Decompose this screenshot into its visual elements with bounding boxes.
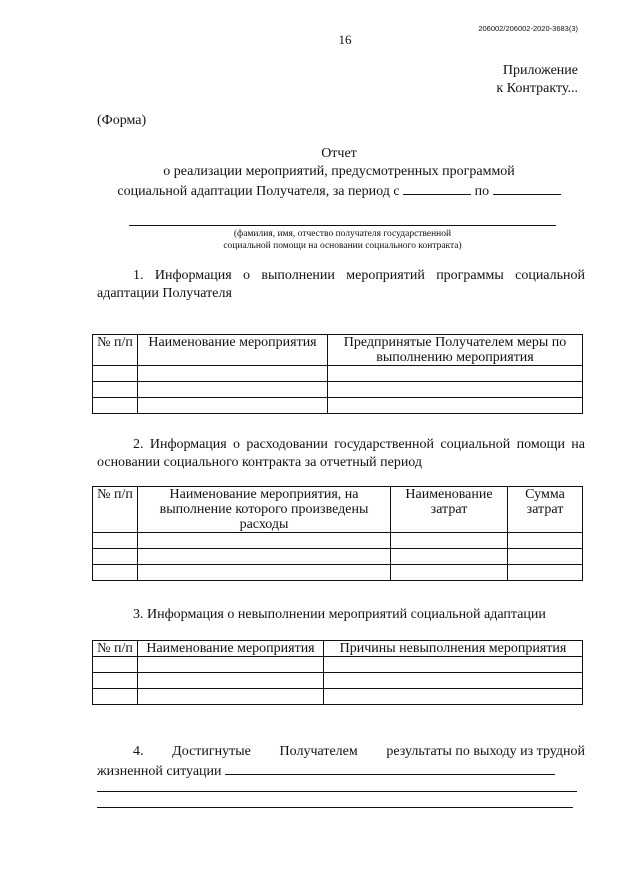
table-cell[interactable] (93, 549, 138, 565)
table-row (93, 398, 583, 414)
table-cell[interactable] (328, 398, 583, 414)
table-cell[interactable] (324, 689, 583, 705)
table-cell[interactable] (391, 533, 508, 549)
header-activity-name: Наименование мероприятия (138, 335, 328, 366)
section-4-line-1 (97, 743, 585, 761)
period-start-field[interactable] (403, 181, 471, 195)
section-3-table (92, 640, 583, 705)
table-header-row (93, 641, 583, 657)
section-4 (97, 743, 585, 781)
table-cell[interactable] (93, 565, 138, 581)
appendix-line-2: к Контракту... (496, 81, 578, 96)
recipient-name-field[interactable] (129, 225, 556, 226)
header-number: № п/п (93, 641, 138, 657)
section-4-word-2: Получателем (279, 744, 358, 759)
report-title (97, 145, 581, 201)
section-1-heading: 1. Информация о выполнении мероприятий программы социальной адаптации Получателя (97, 268, 585, 301)
title-period-prefix: социальной адаптации Получателя, за период с (117, 184, 400, 199)
section-2-heading: 2. Информация о расходовании государственной социальной помощи на основании социального контракта за отчетный период (97, 437, 585, 470)
table-header-row (93, 487, 583, 533)
header-measures-taken: Предпринятые Получателем меры по выполнению мероприятия (328, 335, 583, 366)
table-cell[interactable] (508, 533, 583, 549)
header-failure-reasons: Причины невыполнения мероприятия (324, 641, 583, 657)
header-activity-name: Наименование мероприятия, на выполнение которого произведены расходы (138, 487, 391, 533)
section-4-line-2-text: жизненной ситуации (97, 764, 222, 779)
table-cell[interactable] (391, 549, 508, 565)
table-cell[interactable] (93, 533, 138, 549)
table-row (93, 689, 583, 705)
table-cell[interactable] (93, 657, 138, 673)
header-expense-amount: Сумма затрат (508, 487, 583, 533)
table-cell[interactable] (138, 689, 324, 705)
section-2-table (92, 486, 583, 581)
table-row (93, 366, 583, 382)
title-period-mid: по (474, 184, 490, 199)
table-cell[interactable] (93, 382, 138, 398)
section-1-table (92, 334, 583, 414)
title-line-3 (97, 181, 581, 201)
table-cell[interactable] (93, 398, 138, 414)
table-cell[interactable] (508, 549, 583, 565)
table-cell[interactable] (138, 533, 391, 549)
table-cell[interactable] (93, 366, 138, 382)
table-cell[interactable] (138, 549, 391, 565)
section-4-word-3: результаты по выходу из трудной (386, 744, 585, 759)
section-4-line-2 (97, 761, 585, 781)
results-field-line-3[interactable] (97, 807, 573, 808)
results-field-line-2[interactable] (97, 791, 577, 792)
section-3-heading: 3. Информация о невыполнении мероприятий социальной адаптации (133, 607, 546, 622)
table-row (93, 673, 583, 689)
section-4-number: 4. (133, 744, 144, 759)
table-cell[interactable] (138, 565, 391, 581)
title-line-2: о реализации мероприятий, предусмотренных программой (163, 164, 515, 179)
title-line-1: Отчет (321, 146, 357, 161)
appendix-line-1: Приложение (502, 63, 578, 78)
section-4-word-1: Достигнутые (172, 744, 251, 759)
table-cell[interactable] (328, 366, 583, 382)
table-header-row (93, 335, 583, 366)
results-field-line-1[interactable] (225, 761, 555, 775)
header-number: № п/п (93, 335, 138, 366)
period-end-field[interactable] (493, 181, 561, 195)
table-cell[interactable] (93, 673, 138, 689)
table-row (93, 382, 583, 398)
table-cell[interactable] (138, 657, 324, 673)
table-cell[interactable] (138, 366, 328, 382)
header-activity-name: Наименование мероприятия (138, 641, 324, 657)
table-cell[interactable] (324, 673, 583, 689)
table-row (93, 533, 583, 549)
table-cell[interactable] (138, 673, 324, 689)
table-row (93, 565, 583, 581)
table-cell[interactable] (138, 382, 328, 398)
table-row (93, 657, 583, 673)
table-cell[interactable] (93, 689, 138, 705)
name-caption-line-2: социальной помощи на основании социального контракта) (223, 241, 462, 251)
document-code: 206002/206002-2020-3683(3) (478, 24, 578, 33)
table-cell[interactable] (508, 565, 583, 581)
name-caption-line-1: (фамилия, имя, отчество получателя государственной (233, 229, 452, 239)
recipient-name-caption (129, 228, 556, 252)
table-cell[interactable] (138, 398, 328, 414)
table-cell[interactable] (391, 565, 508, 581)
appendix-note (496, 62, 578, 98)
page-number: 16 (338, 32, 352, 47)
header-number: № п/п (93, 487, 138, 533)
table-cell[interactable] (328, 382, 583, 398)
header-expense-name: Наименование затрат (391, 487, 508, 533)
form-label: (Форма) (97, 113, 147, 128)
table-row (93, 549, 583, 565)
table-cell[interactable] (324, 657, 583, 673)
